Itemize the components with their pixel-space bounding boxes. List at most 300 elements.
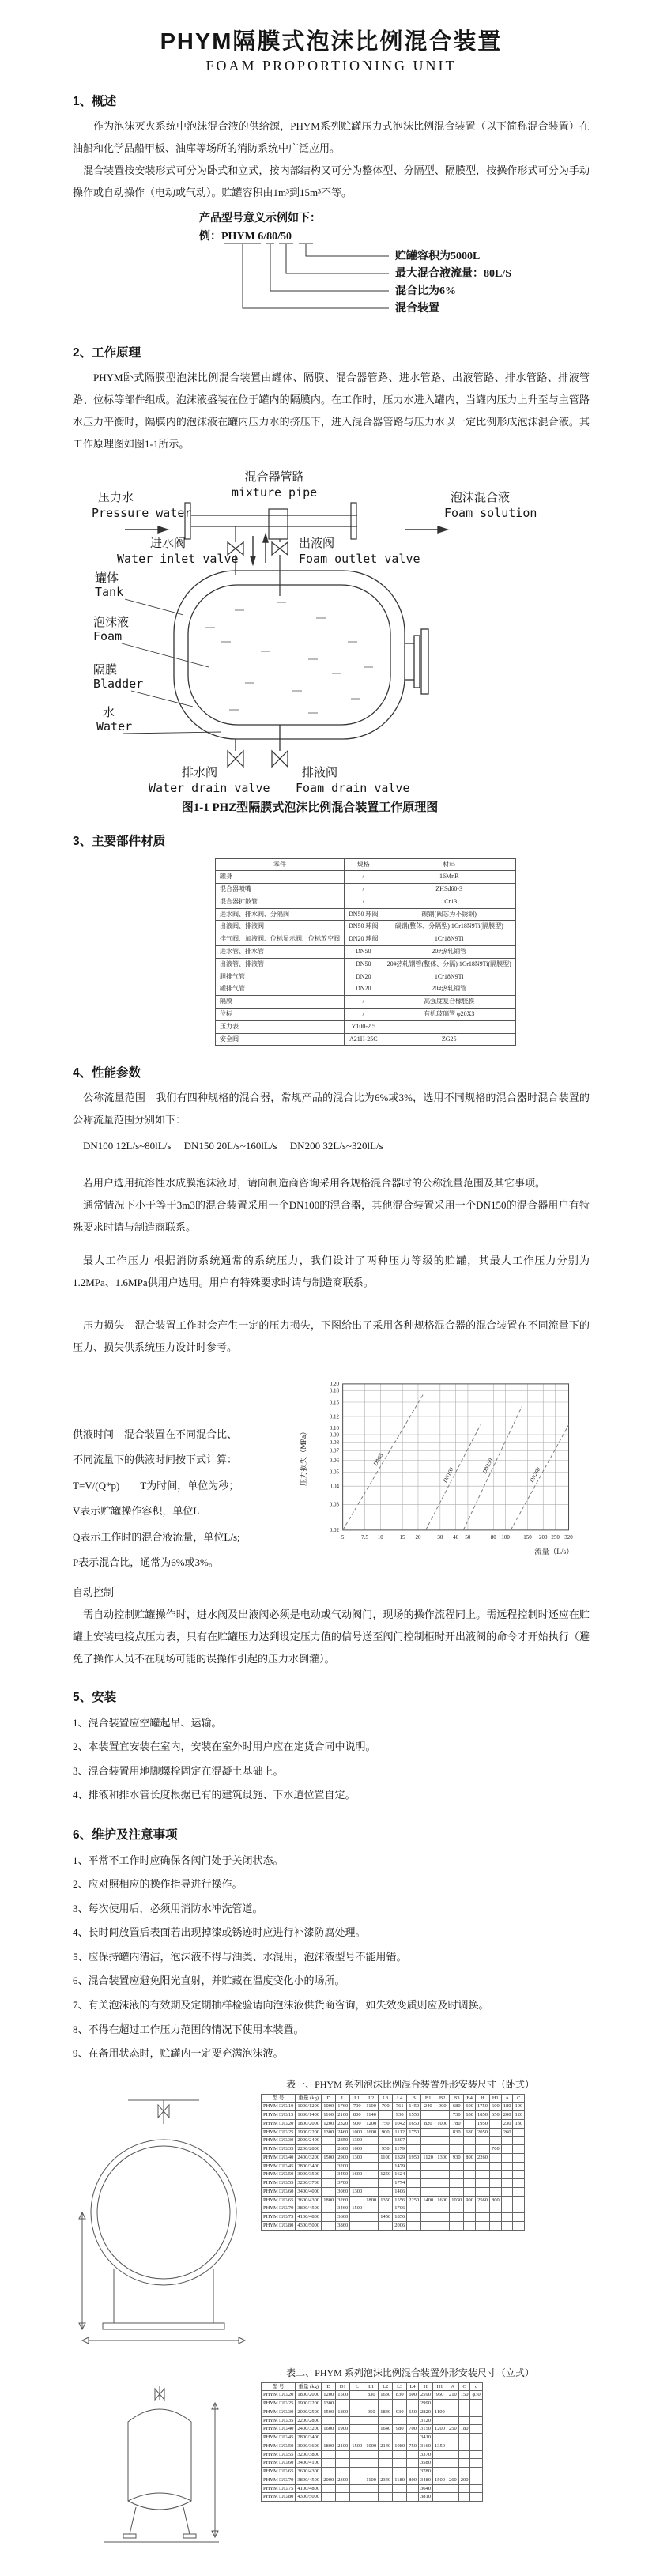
table-cell (379, 2400, 393, 2408)
table-cell (432, 2484, 447, 2493)
table-cell (421, 2162, 435, 2171)
table-cell (489, 2153, 501, 2162)
x-tick-label: 320 (564, 1533, 574, 1541)
column-header: L (350, 2382, 364, 2391)
table-cell: 1500 (350, 2204, 364, 2213)
table-cell: 3000/3500 (296, 2171, 322, 2179)
table-cell: 120 (513, 2111, 525, 2120)
table-cell (489, 2213, 501, 2222)
table-cell (501, 2187, 513, 2196)
table-cell (489, 2162, 501, 2171)
table-cell (379, 2459, 393, 2468)
y-tick-label: 0.03 (330, 1501, 340, 1508)
table-cell (407, 2187, 421, 2196)
table-cell: PHYM □/□/70 (262, 2204, 296, 2213)
table-cell (322, 2221, 336, 2230)
table-cell (501, 2221, 513, 2230)
table-cell: PHYM □/□/45 (262, 2162, 296, 2171)
table-cell (450, 2221, 464, 2230)
model-intro-label: 产品型号意义示例如下： (199, 212, 321, 224)
table-cell (364, 2459, 379, 2468)
table-row (216, 896, 516, 908)
table-cell: 压力表 (216, 1020, 345, 1033)
table-cell: 800 (489, 2196, 501, 2204)
table-cell: PHYM □/□/70 (262, 2476, 296, 2484)
table-header-row (262, 2094, 525, 2103)
column-header: L1 (350, 2094, 364, 2103)
table-cell (513, 2128, 525, 2137)
table-cell: 1179 (393, 2145, 407, 2154)
table-cell: 3480 (418, 2476, 432, 2484)
table-cell: 隔膜 (216, 996, 345, 1009)
table-cell (513, 2196, 525, 2204)
table-cell (458, 2484, 470, 2493)
table-cell (501, 2204, 513, 2213)
table-cell (501, 2162, 513, 2171)
table-row (262, 2416, 483, 2425)
table-cell (350, 2391, 364, 2400)
table-cell: 980 (393, 2425, 407, 2434)
table-cell (364, 2153, 379, 2162)
column-header: 型 号 (262, 2382, 296, 2391)
table-cell (322, 2434, 336, 2442)
table-cell: 1100 (379, 2153, 393, 2162)
table-cell: 1650 (407, 2119, 421, 2128)
table-row (262, 2434, 483, 2442)
table-cell: 1600 (435, 2196, 450, 2204)
table-cell (435, 2221, 450, 2230)
table-cell (464, 2137, 476, 2145)
table-cell: 1300 (322, 2128, 336, 2137)
column-header: B4 (464, 2094, 476, 2103)
table-cell (407, 2179, 421, 2188)
table-cell (322, 2204, 336, 2213)
table-cell (464, 2187, 476, 2196)
table-cell (447, 2400, 458, 2408)
table-cell: 1479 (393, 2162, 407, 2171)
series-line-DN150 (463, 1406, 522, 1529)
table-cell: Y100-2.5 (345, 1020, 383, 1033)
x-tick-label: 250 (551, 1533, 560, 1541)
column-header: L1 (364, 2382, 379, 2391)
table-cell (393, 2450, 407, 2459)
table-cell: 900 (379, 2128, 393, 2137)
table-cell: PHYM □/□/55 (262, 2450, 296, 2459)
table-cell (435, 2111, 450, 2120)
table-cell: 1600 (350, 2171, 364, 2179)
maintenance-item: 3、每次使用后，必须用消防水冲洗管道。 (73, 1902, 263, 1914)
table-cell: 1640 (379, 2425, 393, 2434)
table-cell (364, 2145, 379, 2154)
table-cell (379, 2179, 393, 2188)
table-cell (407, 2434, 419, 2442)
table-cell: 700 (350, 2103, 364, 2111)
column-header: 规格 (345, 858, 383, 871)
table-cell: 位标 (216, 1009, 345, 1021)
column-header: A (447, 2382, 458, 2391)
table-row (216, 884, 516, 896)
table-cell (336, 2416, 350, 2425)
table-cell: 1200 (432, 2425, 447, 2434)
table-row (262, 2459, 483, 2468)
table-cell: 1Cr13 (383, 896, 515, 908)
column-header: L2 (364, 2094, 379, 2103)
table-cell: 820 (421, 2119, 435, 2128)
horizontal-tank-drawing (73, 2094, 254, 2355)
table-cell (447, 2434, 458, 2442)
table-cell (432, 2400, 447, 2408)
table-row (262, 2408, 483, 2416)
section1-paragraph-1: 作为泡沫灭火系统中泡沫混合液的供给源，PHYM系列贮罐压力式泡沫比例混合装置（以下简称混合装置）在油船和化学品船甲板、油库等场所的消防系统中广泛应用。 (73, 120, 590, 154)
table-cell (435, 2204, 450, 2213)
table-cell: 600 (489, 2103, 501, 2111)
table-row (216, 983, 516, 996)
table-cell: 1556 (393, 2196, 407, 2204)
table-cell (393, 2416, 407, 2425)
table-row (216, 946, 516, 959)
table-cell: 260 (501, 2128, 513, 2137)
foam-drain-valve-symbol (272, 751, 288, 767)
table-cell: 2600 (336, 2145, 350, 2154)
foam-solution-label-cn: 泡沫混合液 (451, 491, 511, 504)
table-header-row (216, 858, 516, 871)
table-cell (470, 2434, 482, 2442)
series-label-DN65: DN65 (372, 1452, 385, 1467)
bladder-label-cn: 隔膜 (93, 663, 118, 677)
table-cell (364, 2204, 379, 2213)
table-cell (513, 2153, 525, 2162)
table-cell: 2000 (322, 2476, 336, 2484)
table-cell (489, 2204, 501, 2213)
column-header: B1 (421, 2094, 435, 2103)
table-cell (447, 2450, 458, 2459)
table-row (262, 2179, 525, 2188)
table-cell (432, 2493, 447, 2502)
table-cell: 4300/5000 (296, 2221, 322, 2230)
table-cell (513, 2187, 525, 2196)
table-cell: 3000/3600 (296, 2442, 322, 2450)
table-cell (458, 2416, 470, 2425)
table-cell (407, 2493, 419, 2502)
table-row (262, 2153, 525, 2162)
table-cell: 2140 (379, 2442, 393, 2450)
table-cell: PHYM □/□/25 (262, 2400, 296, 2408)
section1-paragraph-2: 混合装置按安装形式可分为卧式和立式，按内部结构又可分为整体型、分隔型、隔膜型，按操作形式可分为手动操作或自动操作（电动或气动）。贮罐容积由1m³到15m³不等。 (73, 164, 590, 198)
table-cell: 1112 (393, 2128, 407, 2137)
table-cell: PHYM □/□/60 (262, 2459, 296, 2468)
table-cell (350, 2213, 364, 2222)
table-row (216, 971, 516, 983)
table-cell: 20#热轧钢管 (383, 983, 515, 996)
water-label-en: Water (96, 718, 133, 734)
table-cell: 1706 (393, 2204, 407, 2213)
table-row (216, 958, 516, 971)
water-drain-valve-label-cn: 排水阀 (182, 766, 218, 779)
foam-solution-label-en: Foam solution (444, 505, 537, 520)
table-cell (322, 2416, 336, 2425)
table-cell: 900 (350, 2119, 364, 2128)
table-cell: 2560 (475, 2196, 489, 2204)
materials-table (215, 858, 516, 1047)
table-cell (383, 1020, 515, 1033)
table-cell (379, 2468, 393, 2476)
table-cell: 750 (379, 2119, 393, 2128)
table-cell: 1200 (322, 2119, 336, 2128)
maintenance-item: 1、平常不工作时应确保各阀门处于关闭状态。 (73, 1854, 284, 1866)
table-cell: DN20 (345, 983, 383, 996)
table-cell (421, 2204, 435, 2213)
table-cell: 1500 (322, 2408, 336, 2416)
table-cell: 3370 (418, 2450, 432, 2459)
table-cell: 1900/2200 (296, 2128, 322, 2137)
table-cell (336, 2468, 350, 2476)
table-cell: 3780 (418, 2468, 432, 2476)
table-cell: 1180 (393, 2476, 407, 2484)
table-cell: 930 (450, 2153, 464, 2162)
table-cell: 1850 (475, 2111, 489, 2120)
table-cell (464, 2145, 476, 2154)
table-cell: DN50 球阀 (345, 908, 383, 921)
table-cell: 3800/4500 (296, 2476, 322, 2484)
table-cell: 600 (464, 2103, 476, 2111)
table-cell: 210 (447, 2391, 458, 2400)
supply-time-line: 不同流量下的供液时间按下式计算： (73, 1454, 238, 1466)
table-cell: PHYM □/□/50 (262, 2171, 296, 2179)
table-cell: 3060 (336, 2187, 350, 2196)
table-cell (379, 2484, 393, 2493)
table-cell (464, 2162, 476, 2171)
table-cell: 3490 (336, 2171, 350, 2179)
table-cell (364, 2171, 379, 2179)
horizontal-dimensions-table (261, 2094, 525, 2231)
table-row (262, 2103, 525, 2111)
working-principle-figure (73, 460, 594, 814)
pressure-loss-block (73, 1367, 590, 1578)
table-cell (489, 2128, 501, 2137)
table-cell (336, 2450, 350, 2459)
column-header: D1 (336, 2382, 350, 2391)
table-cell: 900 (435, 2103, 450, 2111)
table-cell: PHYM □/□/20 (262, 2119, 296, 2128)
x-tick-label: 100 (501, 1533, 511, 1541)
water-inlet-valve-label-en: Water inlet valve (117, 551, 239, 566)
table-cell: 1500 (322, 2153, 336, 2162)
table-cell (364, 2416, 379, 2425)
table-cell (421, 2111, 435, 2120)
maintenance-item: 9、在备用状态时，贮罐内一定要充满泡沫液。 (73, 2047, 284, 2060)
section4-paragraph-4: 最大工作压力 根据消防系统通常的系统压力，我们设计了两种压力等级的贮罐，其最大工作压力分别为1.2MPa、1.6MPa供用户选用。用户有特殊要求时请与制造商联系。 (73, 1254, 590, 1288)
table-row (216, 1033, 516, 1046)
table-cell (513, 2213, 525, 2222)
table-cell (364, 2484, 379, 2493)
table-cell (407, 2145, 421, 2154)
table-cell (322, 2145, 336, 2154)
table-cell: 1400 (421, 2196, 435, 2204)
table-cell (364, 2221, 379, 2230)
table-cell: 1000 (350, 2145, 364, 2154)
table-cell: 1250 (379, 2171, 393, 2179)
supply-time-line: T=V/(Q*p) T为时间，单位为秒； (73, 1479, 239, 1492)
table-cell (513, 2221, 525, 2230)
table-cell: 1300 (322, 2400, 336, 2408)
table-cell (379, 2434, 393, 2442)
table-row (262, 2204, 525, 2213)
table-cell: 1000 (364, 2442, 379, 2450)
table-cell: 2990 (418, 2400, 432, 2408)
table-cell: 1200 (322, 2391, 336, 2400)
table-cell: 2800/3400 (296, 2434, 322, 2442)
table-cell (336, 2434, 350, 2442)
x-tick-label: 40 (453, 1533, 459, 1541)
table-cell: 3400/4000 (296, 2187, 322, 2196)
table-cell (464, 2179, 476, 2188)
table-cell: 600 (407, 2391, 419, 2400)
series-line-DN200 (511, 1424, 568, 1529)
table-cell: 1100 (364, 2476, 379, 2484)
table-cell: 830 (364, 2391, 379, 2400)
y-axis-title: 压力损失（MPa） (300, 1428, 309, 1486)
table-cell (322, 2187, 336, 2196)
table-cell: 4100/4800 (296, 2484, 322, 2493)
table-cell: 碳钢(阀芯为不锈钢) (383, 908, 515, 921)
table-cell: 700 (379, 2103, 393, 2111)
x-tick-label: 150 (523, 1533, 533, 1541)
table-cell (475, 2137, 489, 2145)
table-cell: 1350 (379, 2196, 393, 2204)
foam-outlet-valve-label-en: Foam outlet valve (299, 551, 420, 566)
table-cell (447, 2408, 458, 2416)
table-cell: 2900 (336, 2153, 350, 2162)
table-cell: 2000/2400 (296, 2137, 322, 2145)
table-cell (489, 2187, 501, 2196)
section3-heading: 3、主要部件材质 (73, 834, 166, 848)
table-cell: 20#热轧钢管 (383, 946, 515, 959)
water-inlet-valve-label-cn: 进水阀 (150, 537, 187, 550)
table-cell: PHYM □/□/15 (262, 2111, 296, 2120)
table-cell: 罐身 (216, 871, 345, 884)
table-cell: 1300 (350, 2137, 364, 2145)
maintenance-item: 2、应对照相应的操作指导进行操作。 (73, 1878, 243, 1891)
table-cell: 高强度复合橡胶膜 (383, 996, 515, 1009)
table-cell (350, 2408, 364, 2416)
table-cell (350, 2476, 364, 2484)
maintenance-item: 7、有关泡沫液的有效期及定期抽样检验请向泡沫液供货商咨询，如失效变质则应及时调换。 (73, 1999, 489, 2011)
table-cell (379, 2137, 393, 2145)
table-cell: 3400/4100 (296, 2459, 322, 2468)
table-cell: 800 (464, 2153, 476, 2162)
table-row (216, 871, 516, 884)
table-cell: 1120 (421, 2153, 435, 2162)
table2-caption: 表二、PHYM 系列泡沫比例混合装置外形安装尺寸（立式） (286, 2367, 534, 2378)
section4-paragraph-5: 压力损失 混合装置工作时会产生一定的压力损失，下图给出了采用各种规格混合器的混合装置在不同流量下的压力、损失供系统压力设计时参考。 (73, 1318, 590, 1353)
table-cell: 1950 (475, 2119, 489, 2128)
table-cell: 1600/1400 (296, 2111, 322, 2120)
column-header: 型 号 (262, 2094, 296, 2103)
table-cell: 830 (393, 2391, 407, 2400)
table1-block (73, 2094, 590, 2355)
table-cell (393, 2484, 407, 2493)
table-cell: DN50 (345, 946, 383, 959)
table-cell: 出液阀、排液阀 (216, 921, 345, 933)
table-cell: 680 (464, 2128, 476, 2137)
table-cell (322, 2493, 336, 2502)
table-cell: 2340 (379, 2476, 393, 2484)
table-cell: 3600/4300 (296, 2468, 322, 2476)
table-cell (501, 2145, 513, 2154)
table-cell: PHYM □/□/35 (262, 2416, 296, 2425)
table-cell: 1600 (322, 2425, 336, 2434)
table-cell: 180 (501, 2103, 513, 2111)
table-row (262, 2442, 483, 2450)
table-cell: A21H-25C (345, 1033, 383, 1046)
table-cell: 3800/4500 (296, 2204, 322, 2213)
installation-item: 1、混合装置应空罐起吊、运输。 (73, 1716, 222, 1729)
table-row (262, 2196, 525, 2204)
table-cell (489, 2137, 501, 2145)
table-cell (350, 2179, 364, 2188)
x-tick-label: 7.5 (361, 1533, 369, 1541)
x-tick-label: 30 (437, 1533, 443, 1541)
table-cell: 3460 (336, 2204, 350, 2213)
figure-caption: 图1-1 PHZ型隔膜式泡沫比例混合装置工作原理图 (181, 801, 439, 814)
y-tick-label: 0.20 (330, 1381, 340, 1388)
table-row (262, 2145, 525, 2154)
table-cell: 排气阀、加液阀、位标显示阀、位标放空阀 (216, 933, 345, 946)
table-cell: 950 (432, 2391, 447, 2400)
maintenance-item: 5、应保持罐内清洁，泡沫液不得与油类、水混用，泡沫液型号不能用错。 (73, 1950, 407, 1963)
column-header: L4 (407, 2382, 419, 2391)
table-cell: 20#热轧钢管(整体、分隔) 1Cr18N9Ti(隔膜型) (383, 958, 515, 971)
table-cell: 安全阀 (216, 1033, 345, 1046)
table-cell: PHYM □/□/45 (262, 2434, 296, 2442)
x-tick-label: 50 (465, 1533, 471, 1541)
table-cell (432, 2450, 447, 2459)
x-tick-label: 20 (415, 1533, 421, 1541)
x-tick-label: 15 (399, 1533, 405, 1541)
table-cell: 800 (350, 2111, 364, 2120)
table-cell (470, 2442, 482, 2450)
bladder-label-en: Bladder (93, 676, 144, 691)
table-cell (447, 2468, 458, 2476)
table-cell: 200 (501, 2111, 513, 2120)
section4-heading: 4、性能参数 (73, 1066, 141, 1081)
table-cell: 1750 (407, 2128, 421, 2137)
table-cell (475, 2204, 489, 2213)
table-cell: 2400/3200 (296, 2425, 322, 2434)
table-cell (475, 2145, 489, 2154)
section2-heading: 2、工作原理 (73, 345, 141, 360)
table-cell (379, 2204, 393, 2213)
column-header: H (475, 2094, 489, 2103)
table-cell (407, 2400, 419, 2408)
table-cell: 1Cr18N9Ti (383, 933, 515, 946)
table-cell: 1800 (364, 2196, 379, 2204)
table-cell: 950 (379, 2145, 393, 2154)
table-cell: 3580 (418, 2459, 432, 2468)
table-cell: 1500 (350, 2442, 364, 2450)
table-cell (379, 2221, 393, 2230)
table-cell: 830 (450, 2128, 464, 2137)
table-cell: 1100 (322, 2111, 336, 2120)
table-row (262, 2400, 483, 2408)
table-cell: 2000/2500 (296, 2408, 322, 2416)
table-cell: 700 (407, 2425, 419, 2434)
table-cell: 混合器扩散管 (216, 896, 345, 908)
table-cell (350, 2484, 364, 2493)
table-cell: PHYM □/□/25 (262, 2128, 296, 2137)
table-cell: 650 (464, 2111, 476, 2120)
table-cell: PHYM □/□/10 (262, 2103, 296, 2111)
